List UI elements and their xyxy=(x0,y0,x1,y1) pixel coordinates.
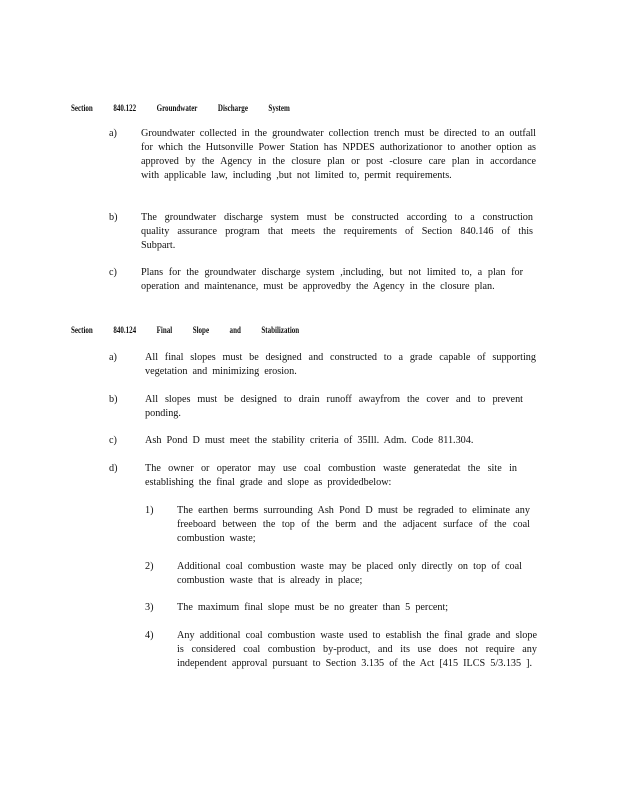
item-label: a) xyxy=(109,128,117,139)
subitem-label: 1) xyxy=(145,505,154,516)
item-label: b) xyxy=(109,212,118,223)
item-text: All final slopes must be designed and constructed to a grade capable of supporting vegetation and minimizing erosion. xyxy=(145,352,536,377)
item-text: The owner or operator may use coal combustion waste generatedat the site in establishing the final grade and slope as providedbelow: xyxy=(145,463,517,488)
subitem-text: Additional coal combustion waste may be placed only directly on top of coal combustion waste that is already in place; xyxy=(177,561,522,586)
item-text: Groundwater collected in the groundwater collection trench must be directed to an outfall for which the Hutsonville Power Station has NPDES authorizationor to another option as approved by the Agency in the closure plan or post -closure care plan in accordance with applicable law, including ,but not limited to, permit requirements. xyxy=(141,128,536,181)
subitem-text: The maximum final slope must be no greater than 5 percent; xyxy=(177,602,449,613)
item-text: Ash Pond D must meet the stability criteria of 35Ill. Adm. Code 811.304. xyxy=(145,435,474,446)
item-label: b) xyxy=(109,394,118,405)
section-title-word: System xyxy=(268,103,290,113)
item-label: c) xyxy=(109,435,117,446)
subitem-label: 4) xyxy=(145,630,154,641)
section-heading-840-124 xyxy=(71,325,318,335)
section-heading-840-122 xyxy=(71,103,309,113)
item-label: c) xyxy=(109,267,117,278)
section-title-word: Discharge xyxy=(217,103,248,113)
item-text: All slopes must be designed to drain runoff awayfrom the cover and to prevent ponding. xyxy=(145,394,523,419)
section-title-word: Groundwater xyxy=(156,103,198,113)
item-label: a) xyxy=(109,352,117,363)
section-title-word: Final xyxy=(156,325,173,335)
subitem-text: Any additional coal combustion waste used to establish the final grade and slope is considered coal combustion by-product, and its use does not require any independent approval pursuant to Section 3.135 of the Act [415 ILCS 5/3.135 ]. xyxy=(177,630,537,669)
item-text: Plans for the groundwater discharge system ,including, but not limited to, a plan for operation and maintenance, must be approvedby the Agency in the closure plan. xyxy=(141,267,523,292)
subitem-label: 2) xyxy=(145,561,154,572)
section-word: Section xyxy=(71,103,93,113)
subitem-label: 3) xyxy=(145,602,154,613)
subitem-text: The earthen berms surrounding Ash Pond D must be regraded to eliminate any freeboard between the top of the berm and the adjacent surface of the coal combustion waste; xyxy=(177,505,530,544)
item-text: The groundwater discharge system must be constructed according to a construction quality assurance program that meets the requirements of Section 840.146 of this Subpart. xyxy=(141,212,533,251)
item-label: d) xyxy=(109,463,118,474)
section-number: 840.124 xyxy=(113,325,137,335)
section-title-word: and xyxy=(229,325,241,335)
section-number: 840.122 xyxy=(113,103,137,113)
section-word: Section xyxy=(71,325,93,335)
section-title-word: Slope xyxy=(192,325,210,335)
section-title-word: Stabilization xyxy=(261,325,300,335)
